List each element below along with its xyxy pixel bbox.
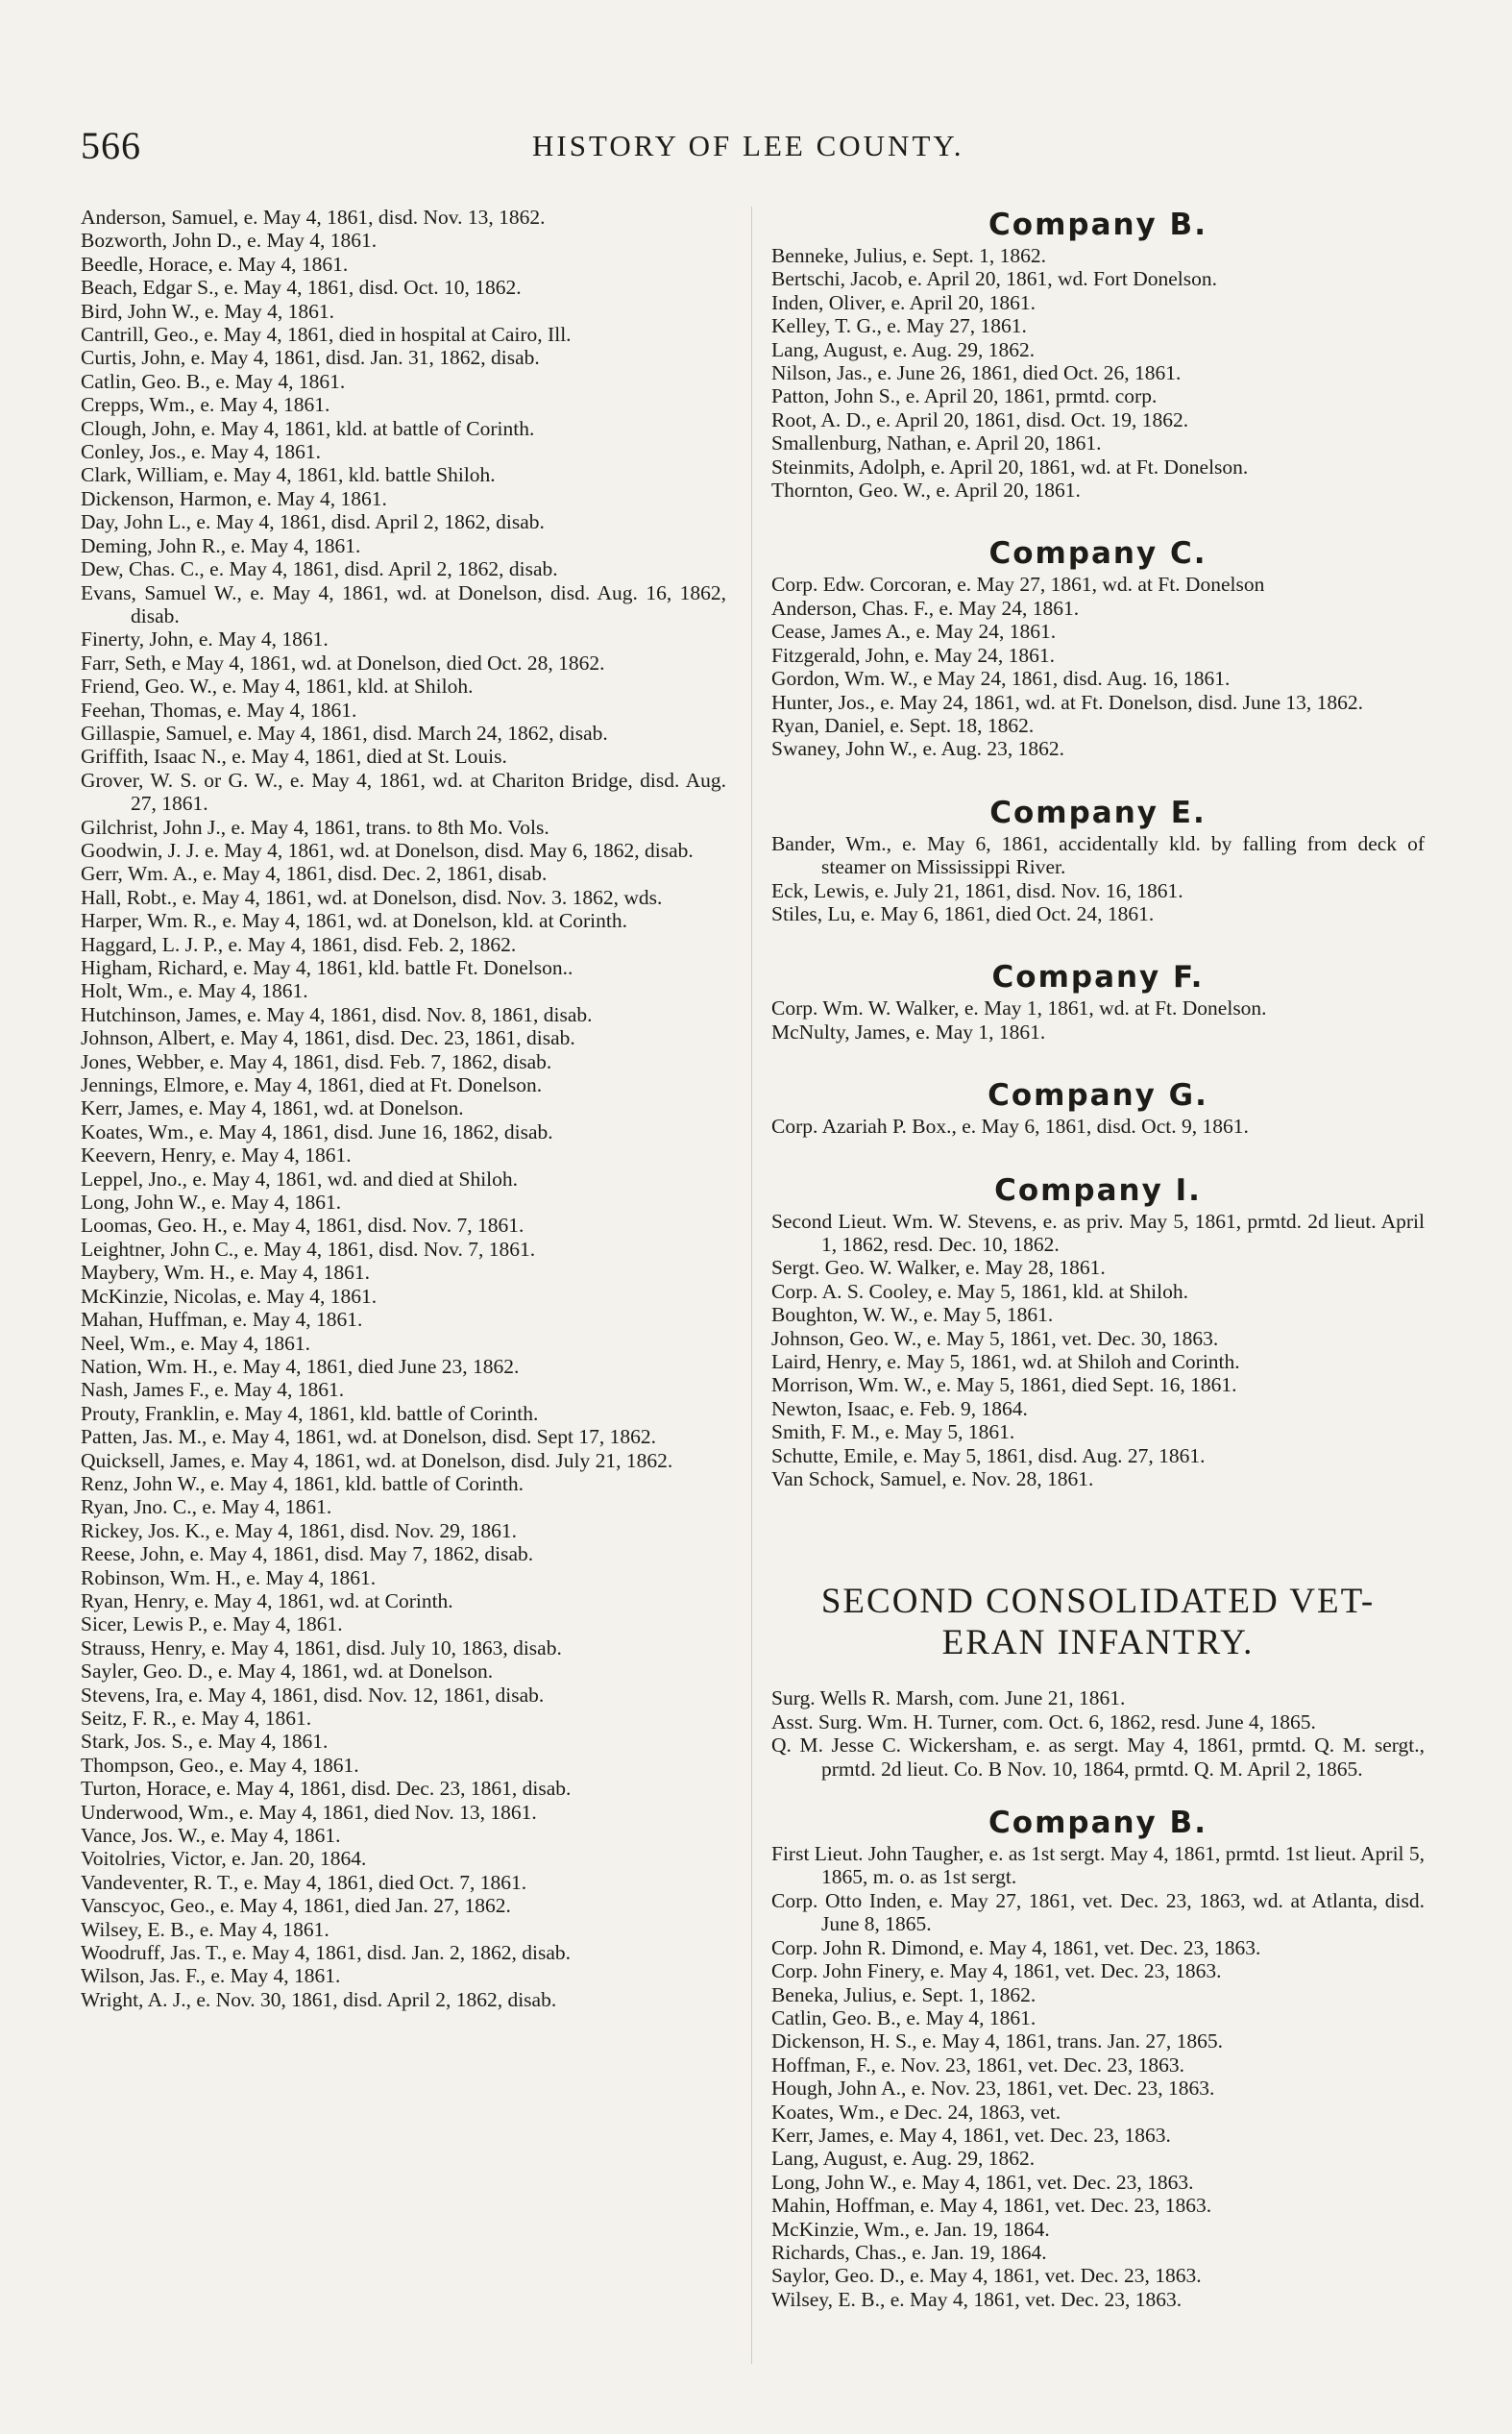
roster-entry: Day, John L., e. May 4, 1861, disd. April 2, 1862, disab. (81, 510, 545, 534)
roster-entry: Laird, Henry, e. May 5, 1861, wd. at Shiloh and Corinth. (771, 1350, 1240, 1373)
right-column (771, 206, 1425, 2311)
section-title (771, 1581, 1425, 1663)
roster-entry: Nation, Wm. H., e. May 4, 1861, died June 23, 1862. (81, 1354, 520, 1378)
roster-entry: Prouty, Franklin, e. May 4, 1861, kld. battle of Corinth. (81, 1401, 539, 1425)
roster-entry: Haggard, L. J. P., e. May 4, 1861, disd. Feb. 2, 1862. (81, 932, 517, 956)
roster-entry: Evans, Samuel W., e. May 4, 1861, wd. at Donelson, disd. Aug. 16, 1862, disab. (81, 580, 726, 627)
roster-entry: Schutte, Emile, e. May 5, 1861, disd. Aug. 27, 1861. (771, 1443, 1206, 1467)
roster-entry: Deming, John R., e. May 4, 1861. (81, 533, 361, 557)
roster-entry: Leppel, Jno., e. May 4, 1861, wd. and died at Shiloh. (81, 1167, 519, 1191)
roster-entry: Lang, August, e. Aug. 29, 1862. (771, 337, 1036, 361)
company-heading: Company B. (988, 1806, 1207, 1841)
roster-entry: Richards, Chas., e. Jan. 19, 1864. (771, 2240, 1047, 2264)
roster-entry: Feehan, Thomas, e. May 4, 1861. (81, 698, 357, 722)
roster-entry: Jones, Webber, e. May 4, 1861, disd. Feb. 7, 1862, disab. (81, 1049, 552, 1073)
roster-entry: Long, John W., e. May 4, 1861, vet. Dec. 23, 1863. (771, 2170, 1194, 2194)
roster-entry: Benneke, Julius, e. Sept. 1, 1862. (771, 244, 1047, 267)
roster-entry: Sayler, Geo. D., e. May 4, 1861, wd. at Donelson. (81, 1660, 494, 1684)
roster-entry: Gilchrist, John J., e. May 4, 1861, trans. to 8th Mo. Vols. (81, 815, 549, 839)
roster-entry: Ryan, Jno. C., e. May 4, 1861. (81, 1495, 332, 1519)
roster-entry: McKinzie, Nicolas, e. May 4, 1861. (81, 1284, 378, 1308)
roster-entry: Strauss, Henry, e. May 4, 1861, disd. July 10, 1863, disab. (81, 1635, 562, 1660)
roster-entry: Thornton, Geo. W., e. April 20, 1861. (771, 479, 1081, 503)
roster-entry: Conley, Jos., e. May 4, 1861. (81, 440, 322, 464)
roster-entry: Anderson, Chas. F., e. May 24, 1861. (771, 596, 1080, 620)
roster-entry: Turton, Horace, e. May 4, 1861, disd. Dec. 23, 1861, disab. (81, 1777, 572, 1801)
roster-entry: Smallenburg, Nathan, e. April 20, 1861. (771, 431, 1102, 455)
roster-entry: Beach, Edgar S., e. May 4, 1861, disd. Oct. 10, 1862. (81, 276, 522, 300)
roster-entry: Clough, John, e. May 4, 1861, kld. at battle of Corinth. (81, 416, 535, 440)
roster-entry: Koates, Wm., e. May 4, 1861, disd. June 16, 1862, disab. (81, 1119, 553, 1143)
roster-entry: McNulty, James, e. May 1, 1861. (771, 1020, 1046, 1044)
roster-entry: Boughton, W. W., e. May 5, 1861. (771, 1303, 1054, 1327)
roster-entry: Asst. Surg. Wm. H. Turner, com. Oct. 6, 1862, resd. June 4, 1865. (771, 1709, 1316, 1733)
company-roster (771, 996, 1425, 1044)
roster-entry: Corp. John Finery, e. May 4, 1861, vet. Dec. 23, 1863. (771, 1959, 1222, 1983)
roster-entry: Gordon, Wm. W., e May 24, 1861, disd. Aug. 16, 1861. (771, 667, 1231, 691)
roster-entry: Finerty, John, e. May 4, 1861. (81, 627, 329, 652)
company-roster (771, 244, 1425, 502)
roster-entry: Catlin, Geo. B., e. May 4, 1861. (81, 369, 346, 393)
roster-entry: Saylor, Geo. D., e. May 4, 1861, vet. Dec. 23, 1863. (771, 2264, 1202, 2288)
roster-entry: Higham, Richard, e. May 4, 1861, kld. battle Ft. Donelson.. (81, 956, 573, 979)
company-roster (771, 1842, 1425, 2311)
roster-entry: Root, A. D., e. April 20, 1861, disd. Oct. 19, 1862. (771, 407, 1189, 431)
roster-entry: Van Schock, Samuel, e. Nov. 28, 1861. (771, 1467, 1094, 1491)
roster-entry: Lang, August, e. Aug. 29, 1862. (771, 2147, 1036, 2171)
company-heading: Company C. (988, 536, 1207, 572)
roster-entry: Hough, John A., e. Nov. 23, 1861, vet. Dec. 23, 1863. (771, 2077, 1215, 2101)
roster-entry: Second Lieut. Wm. W. Stevens, e. as priv. May 5, 1861, prmtd. 2d lieut. April 1, 1862, resd. Dec. 10, 1862. (771, 1209, 1425, 1256)
roster-entry: Ryan, Henry, e. May 4, 1861, wd. at Corinth. (81, 1588, 453, 1612)
company-roster (771, 832, 1425, 926)
roster-entry: Bertschi, Jacob, e. April 20, 1861, wd. Fort Donelson. (771, 267, 1217, 291)
roster-entry: Long, John W., e. May 4, 1861. (81, 1191, 342, 1215)
roster-entry: Corp. Edw. Corcoran, e. May 27, 1861, wd. at Ft. Donelson (771, 573, 1265, 597)
roster-entry: Quicksell, James, e. May 4, 1861, wd. at Donelson, disd. July 21, 1862. (81, 1448, 673, 1472)
roster-entry: Corp. A. S. Cooley, e. May 5, 1861, kld. at Shiloh. (771, 1279, 1188, 1303)
roster-entry: Crepps, Wm., e. May 4, 1861. (81, 393, 330, 417)
roster-entry: Thompson, Geo., e. May 4, 1861. (81, 1753, 359, 1777)
roster-entry: Seitz, F. R., e. May 4, 1861. (81, 1707, 312, 1730)
roster-entry: Vance, Jos. W., e. May 4, 1861. (81, 1824, 341, 1848)
roster-entry: Neel, Wm., e. May 4, 1861. (81, 1331, 311, 1355)
running-head: HISTORY OF LEE COUNTY. (532, 129, 964, 162)
roster-entry: Goodwin, J. J. e. May 4, 1861, wd. at Donelson, disd. May 6, 1862, disab. (81, 838, 694, 862)
roster-entry: Koates, Wm., e Dec. 24, 1863, vet. (771, 2100, 1061, 2124)
roster-entry: Stevens, Ira, e. May 4, 1861, disd. Nov. 12, 1861, disab. (81, 1683, 545, 1707)
roster-entry: Gerr, Wm. A., e. May 4, 1861, disd. Dec. 2, 1861, disab. (81, 862, 548, 886)
roster-entry: Corp. John R. Dimond, e. May 4, 1861, vet. Dec. 23, 1863. (771, 1935, 1261, 1959)
roster-entry: McKinzie, Wm., e. Jan. 19, 1864. (771, 2217, 1050, 2241)
roster-entry: Dew, Chas. C., e. May 4, 1861, disd. April 2, 1862, disab. (81, 557, 558, 581)
roster-entry: Stiles, Lu, e. May 6, 1861, died Oct. 24, 1861. (771, 901, 1155, 925)
roster-entry: Grover, W. S. or G. W., e. May 4, 1861, wd. at Chariton Bridge, disd. Aug. 27, 1861. (81, 768, 726, 816)
company-roster (771, 1210, 1425, 1491)
roster-entry: Hunter, Jos., e. May 24, 1861, wd. at Ft. Donelson, disd. June 13, 1862. (771, 690, 1364, 714)
roster-entry: Gillaspie, Samuel, e. May 4, 1861, disd. March 24, 1862, disab. (81, 721, 608, 745)
roster-entry: Corp. Otto Inden, e. May 27, 1861, vet. Dec. 23, 1863, wd. at Atlanta, disd. June 8, 1865. (771, 1888, 1425, 1936)
roster-entry: Eck, Lewis, e. July 21, 1861, disd. Nov. 16, 1861. (771, 878, 1183, 902)
company-sections (771, 206, 1425, 1490)
staff-list (771, 1686, 1425, 1781)
roster-entry: Holt, Wm., e. May 4, 1861. (81, 979, 308, 1003)
roster-entry: Dickenson, H. S., e. May 4, 1861, trans. Jan. 27, 1865. (771, 2029, 1223, 2053)
roster-entry: Catlin, Geo. B., e. May 4, 1861. (771, 2005, 1036, 2029)
roster-entry: Friend, Geo. W., e. May 4, 1861, kld. at Shiloh. (81, 675, 474, 699)
roster-entry: Clark, William, e. May 4, 1861, kld. battle Shiloh. (81, 463, 496, 487)
company-heading: Company G. (988, 1078, 1208, 1114)
company-heading: Company F. (991, 960, 1205, 996)
roster-entry: Jennings, Elmore, e. May 4, 1861, died at Ft. Donelson. (81, 1073, 543, 1097)
roster-entry: Woodruff, Jas. T., e. May 4, 1861, disd. Jan. 2, 1862, disab. (81, 1941, 572, 1965)
roster-entry: Sergt. Geo. W. Walker, e. May 28, 1861. (771, 1256, 1106, 1280)
left-column (81, 206, 726, 2011)
roster-entry: Cease, James A., e. May 24, 1861. (771, 620, 1057, 644)
roster-entry: Patten, Jas. M., e. May 4, 1861, wd. at Donelson, disd. Sept 17, 1862. (81, 1425, 656, 1449)
roster-entry: Stark, Jos. S., e. May 4, 1861. (81, 1730, 329, 1754)
roster-entry: Hutchinson, James, e. May 4, 1861, disd. Nov. 8, 1861, disab. (81, 1002, 593, 1026)
roster-entry: Beedle, Horace, e. May 4, 1861. (81, 252, 349, 276)
roster-entry: Nilson, Jas., e. June 26, 1861, died Oct. 26, 1861. (771, 361, 1182, 385)
roster-entry: Q. M. Jesse C. Wickersham, e. as sergt. May 4, 1861, prmtd. Q. M. sergt., prmtd. 2d lieut. Co. B Nov. 10, 1864, prmtd. Q. M. April 2, 1865. (771, 1733, 1425, 1781)
company-roster (771, 1115, 1425, 1138)
page-number: 566 (81, 124, 141, 167)
roster-entry: Kerr, James, e. May 4, 1861, vet. Dec. 23, 1863. (771, 2123, 1171, 2147)
roster-entry: Robinson, Wm. H., e. May 4, 1861. (81, 1565, 377, 1589)
roster-entry: Johnson, Albert, e. May 4, 1861, disd. Dec. 23, 1861, disab. (81, 1026, 575, 1050)
company-heading: Company I. (994, 1172, 1202, 1208)
roster-entry: Newton, Isaac, e. Feb. 9, 1864. (771, 1396, 1028, 1420)
roster-entry: Bird, John W., e. May 4, 1861. (81, 299, 334, 323)
roster-entry: Griffith, Isaac N., e. May 4, 1861, died at St. Louis. (81, 745, 507, 769)
roster-entry: Wright, A. J., e. Nov. 30, 1861, disd. April 2, 1862, disab. (81, 1987, 557, 2011)
roster-entry: Steinmits, Adolph, e. April 20, 1861, wd. at Ft. Donelson. (771, 455, 1249, 479)
roster-entry: Nash, James F., e. May 4, 1861. (81, 1378, 345, 1402)
roster-entry: Swaney, John W., e. Aug. 23, 1862. (771, 737, 1064, 761)
roster-entry: Rickey, Jos. K., e. May 4, 1861, disd. Nov. 29, 1861. (81, 1518, 518, 1542)
roster-entry: Keevern, Henry, e. May 4, 1861. (81, 1143, 352, 1168)
roster-entry: Anderson, Samuel, e. May 4, 1861, disd. Nov. 13, 1862. (81, 206, 546, 229)
roster-entry: Ryan, Daniel, e. Sept. 18, 1862. (771, 713, 1035, 737)
roster-entry: Kelley, T. G., e. May 27, 1861. (771, 314, 1027, 338)
page-header (81, 123, 1454, 171)
roster-entry: Fitzgerald, John, e. May 24, 1861. (771, 643, 1055, 667)
roster-entry: Wilsey, E. B., e. May 4, 1861, vet. Dec. 23, 1863. (771, 2287, 1183, 2311)
roster-entry: Voitolries, Victor, e. Jan. 20, 1864. (81, 1847, 367, 1871)
roster-entry: Sicer, Lewis P., e. May 4, 1861. (81, 1612, 343, 1636)
roster-entry: Johnson, Geo. W., e. May 5, 1861, vet. Dec. 30, 1863. (771, 1326, 1219, 1350)
company-heading: Company E. (989, 795, 1207, 830)
column-divider (751, 207, 752, 2364)
roster-entry: Patton, John S., e. April 20, 1861, prmtd. corp. (771, 384, 1158, 408)
section-title-line-2: ERAN INFANTRY. (941, 1623, 1255, 1663)
roster-entry: Wilson, Jas. F., e. May 4, 1861. (81, 1964, 341, 1988)
roster-entry: Bander, Wm., e. May 6, 1861, accidentally kld. by falling from deck of steamer on Mississippi River. (771, 831, 1425, 879)
roster-entry: Dickenson, Harmon, e. May 4, 1861. (81, 486, 387, 510)
roster-entry: Renz, John W., e. May 4, 1861, kld. battle of Corinth. (81, 1471, 524, 1495)
roster-entry: Wilsey, E. B., e. May 4, 1861. (81, 1917, 329, 1941)
roster-entry: Farr, Seth, e May 4, 1861, wd. at Donelson, died Oct. 28, 1862. (81, 651, 605, 675)
roster-entry: Curtis, John, e. May 4, 1861, disd. Jan. 31, 1862, disab. (81, 346, 540, 370)
roster-entry: Loomas, Geo. H., e. May 4, 1861, disd. Nov. 7, 1861. (81, 1214, 524, 1238)
roster-entry: Corp. Wm. W. Walker, e. May 1, 1861, wd. at Ft. Donelson. (771, 996, 1267, 1020)
roster-entry: Morrison, Wm. W., e. May 5, 1861, died Sept. 16, 1861. (771, 1373, 1237, 1397)
roster-entry: Vandeventer, R. T., e. May 4, 1861, died Oct. 7, 1861. (81, 1870, 527, 1894)
section-title-line-1: SECOND CONSOLIDATED VET- (820, 1582, 1376, 1622)
roster-entry: Hoffman, F., e. Nov. 23, 1861, vet. Dec. 23, 1863. (771, 2053, 1185, 2077)
roster-entry: Mahin, Hoffman, e. May 4, 1861, vet. Dec. 23, 1863. (771, 2194, 1212, 2218)
roster-entry: Underwood, Wm., e. May 4, 1861, died Nov. 13, 1861. (81, 1800, 537, 1824)
roster-entry: Beneka, Julius, e. Sept. 1, 1862. (771, 1982, 1036, 2006)
roster-entry: Leightner, John C., e. May 4, 1861, disd. Nov. 7, 1861. (81, 1237, 536, 1261)
roster-entry: Maybery, Wm. H., e. May 4, 1861. (81, 1261, 370, 1285)
company-heading: Company B. (988, 208, 1207, 242)
roster-entry: First Lieut. John Taugher, e. as 1st sergt. May 4, 1861, prmtd. 1st lieut. April 5, 1865, m. o. as 1st sergt. (771, 1842, 1426, 1889)
roster-entry: Reese, John, e. May 4, 1861, disd. May 7, 1862, disab. (81, 1542, 534, 1566)
roster-entry: Kerr, James, e. May 4, 1861, wd. at Donelson. (81, 1096, 464, 1120)
roster-entry: Vanscyoc, Geo., e. May 4, 1861, died Jan. 27, 1862. (81, 1894, 511, 1918)
roster-entry: Smith, F. M., e. May 5, 1861. (771, 1420, 1015, 1444)
roster-entry: Inden, Oliver, e. April 20, 1861. (771, 290, 1036, 314)
roster-entry: Corp. Azariah P. Box., e. May 6, 1861, disd. Oct. 9, 1861. (771, 1115, 1249, 1139)
company-roster (771, 573, 1425, 760)
roster-entry: Cantrill, Geo., e. May 4, 1861, died in hospital at Cairo, Ill. (81, 323, 572, 347)
roster-entry: Hall, Robt., e. May 4, 1861, wd. at Donelson, disd. Nov. 3. 1862, wds. (81, 885, 663, 909)
roster-entry: Mahan, Huffman, e. May 4, 1861. (81, 1308, 363, 1332)
roster-entry: Surg. Wells R. Marsh, com. June 21, 1861. (771, 1686, 1126, 1710)
roster-entry: Harper, Wm. R., e. May 4, 1861, wd. at Donelson, kld. at Corinth. (81, 909, 628, 933)
roster-entry: Bozworth, John D., e. May 4, 1861. (81, 229, 378, 253)
